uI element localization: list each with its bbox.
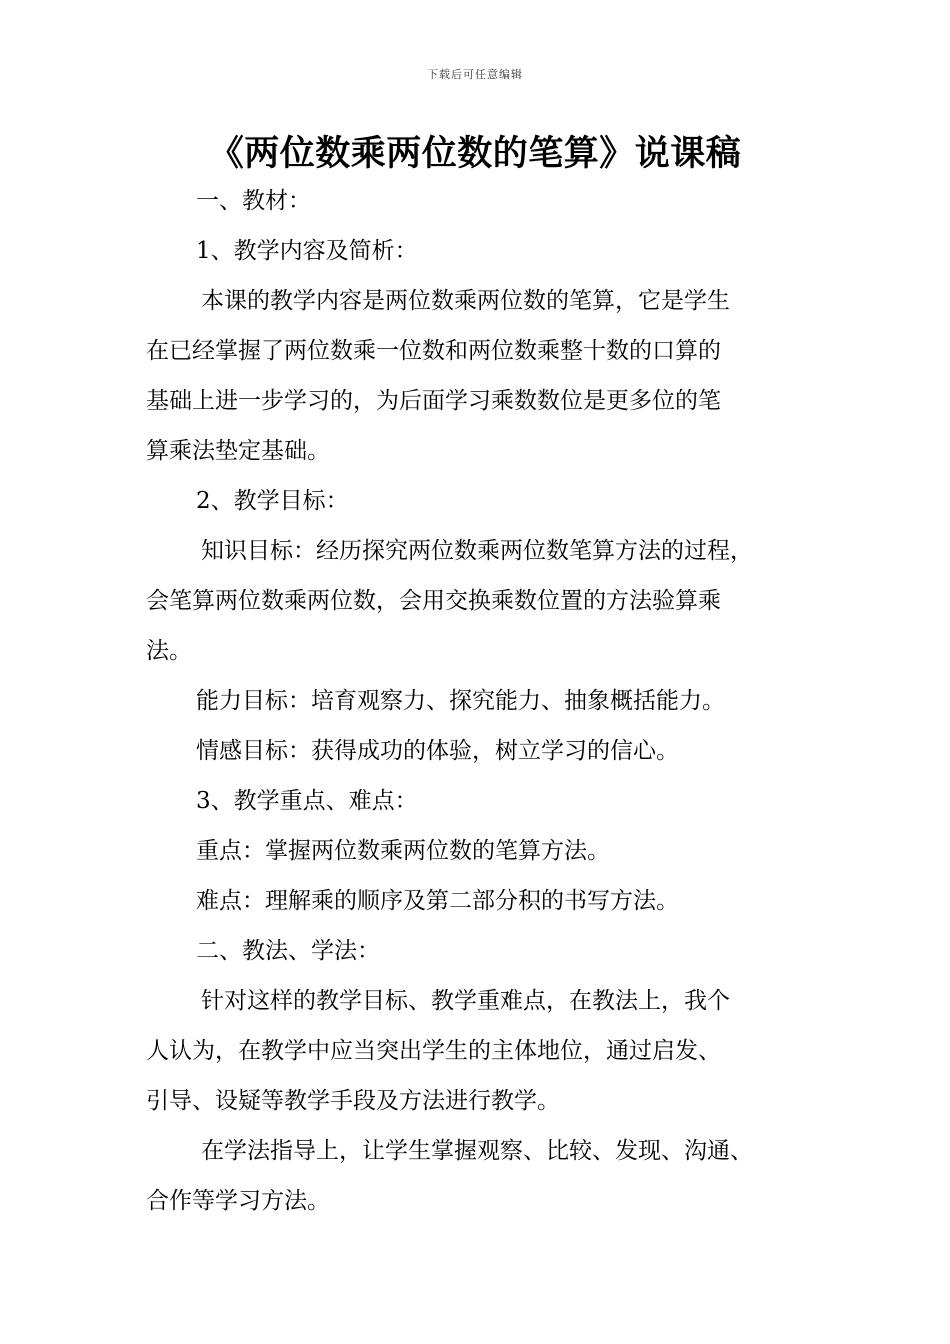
- paragraph-line: 引导、设疑等教学手段及方法进行教学。: [146, 1088, 560, 1114]
- paragraph-line: 难点：理解乘的顺序及第二部分积的书写方法。: [196, 888, 679, 914]
- subheading-content: 1、教学内容及简析：: [196, 238, 418, 264]
- paragraph-line: 本课的教学内容是两位数乘两位数的笔算，它是学生: [201, 288, 730, 314]
- paragraph-line: 算乘法垫定基础。: [146, 438, 330, 464]
- paragraph-line: 情感目标：获得成功的体验，树立学习的信心。: [196, 738, 679, 764]
- paragraph-line: 在已经掌握了两位数乘一位数和两位数乘整十数的口算的: [146, 338, 721, 364]
- section-heading-methods: 二、教法、学法：: [196, 938, 380, 964]
- header-note: 下载后可任意编辑: [427, 68, 523, 81]
- document-title: 《两位数乘两位数的笔算》说课稿: [208, 134, 742, 174]
- paragraph-line: 针对这样的教学目标、教学重难点，在教法上，我个: [201, 988, 730, 1014]
- paragraph-line: 在学法指导上，让学生掌握观察、比较、发现、沟通、: [201, 1138, 753, 1164]
- paragraph-line: 能力目标：培育观察力、探究能力、抽象概括能力。: [196, 688, 725, 714]
- paragraph-line: 人认为，在教学中应当突出学生的主体地位，通过启发、: [146, 1038, 721, 1064]
- subheading-goals: 2、教学目标：: [196, 488, 349, 514]
- paragraph-line: 法。: [146, 638, 192, 664]
- subheading-key-points: 3、教学重点、难点：: [196, 788, 418, 814]
- section-heading-materials: 一、教材：: [196, 188, 311, 214]
- paragraph-line: 知识目标：经历探究两位数乘两位数笔算方法的过程，: [201, 538, 753, 564]
- paragraph-line: 合作等学习方法。: [146, 1188, 330, 1214]
- paragraph-line: 重点：掌握两位数乘两位数的笔算方法。: [196, 838, 610, 864]
- paragraph-line: 会笔算两位数乘两位数，会用交换乘数位置的方法验算乘: [146, 588, 721, 614]
- paragraph-line: 基础上进一步学习的，为后面学习乘数数位是更多位的笔: [146, 388, 721, 414]
